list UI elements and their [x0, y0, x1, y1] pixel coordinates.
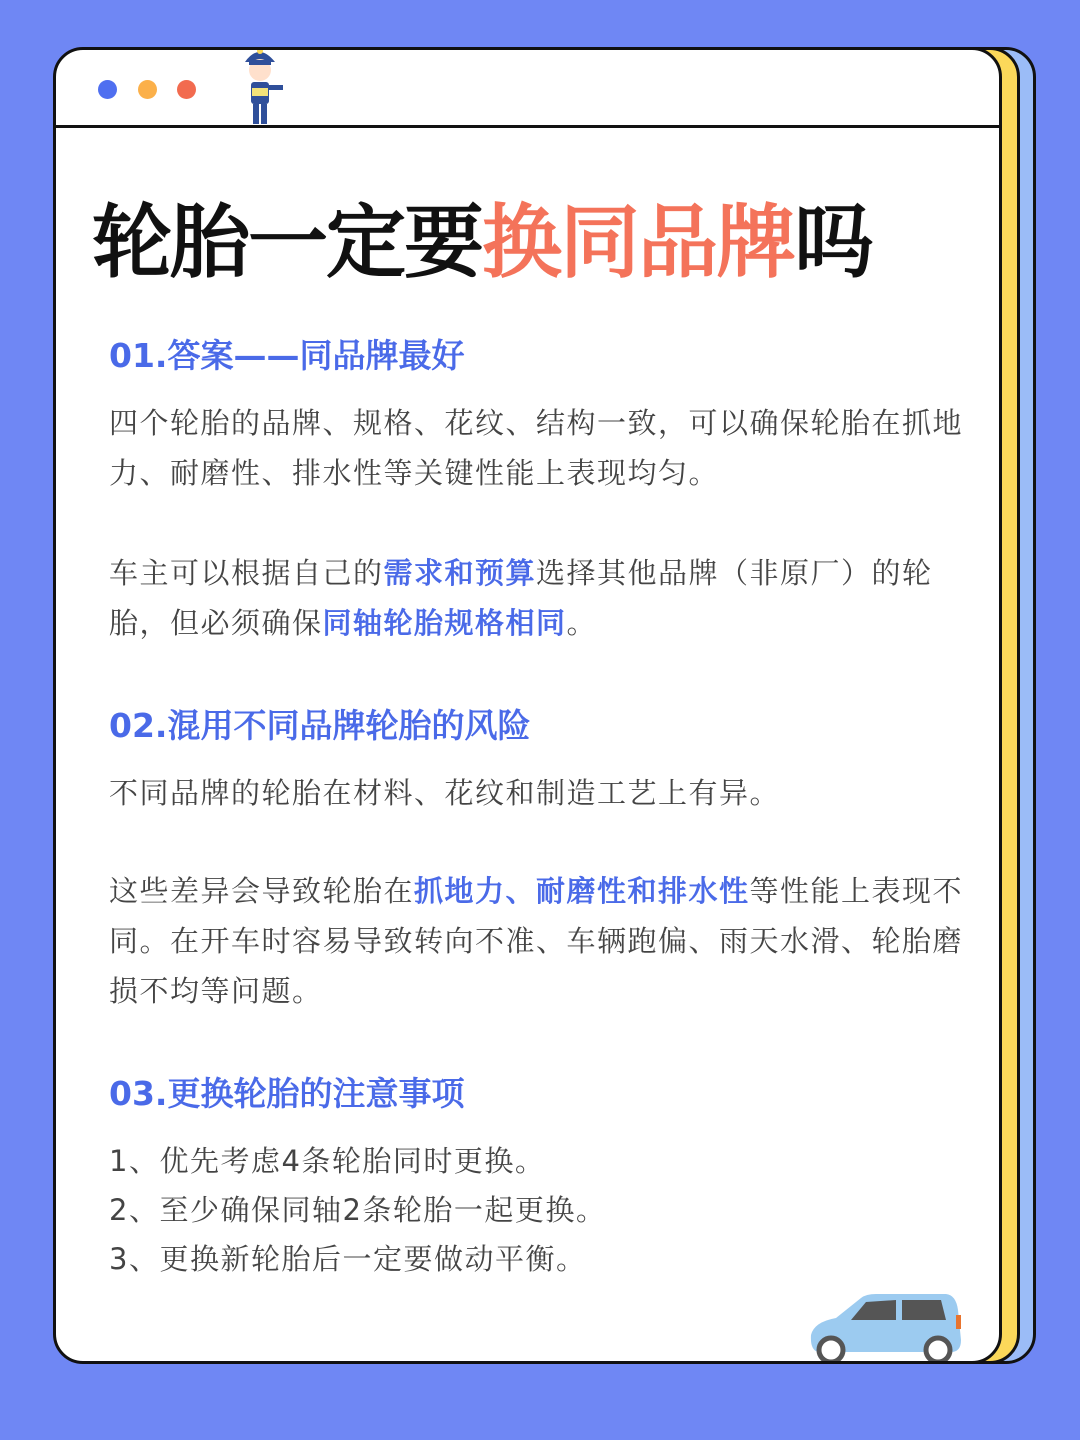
red-dot-icon: [177, 80, 196, 99]
paragraph: [109, 866, 969, 1016]
highlight-text: 需求和预算: [383, 556, 537, 590]
page-title: [92, 178, 872, 293]
text: 等性能上表现不同。在开车时容易导致转向不准、车辆跑偏、雨天水滑、轮胎磨损不均等问题。: [109, 874, 964, 1008]
title-part2: 吗: [794, 196, 872, 289]
paragraph: 不同品牌的轮胎在材料、花纹和制造工艺上有异。: [109, 776, 781, 810]
list-item: 2、至少确保同轴2条轮胎一起更换。: [109, 1193, 607, 1227]
section-heading: 01.答案——同品牌最好: [109, 336, 465, 375]
paragraph: 四个轮胎的品牌、规格、花纹、结构一致，可以确保轮胎在抓地力、耐磨性、排水性等关键性能上表现均匀。: [109, 406, 964, 490]
highlight-text: 抓地力、耐磨性和排水性: [414, 874, 750, 908]
card: [53, 47, 1002, 1364]
text: 车主可以根据自己的: [109, 556, 384, 590]
highlight-text: 同轴轮胎规格相同: [322, 606, 567, 640]
window-header: [56, 50, 999, 128]
car-icon: [806, 1290, 966, 1364]
section-heading: 03.更换轮胎的注意事项: [109, 1074, 465, 1113]
title-highlight: 换同品牌: [482, 196, 794, 289]
paragraph: [109, 548, 969, 648]
traffic-police-icon: [231, 47, 291, 127]
blue-dot-icon: [98, 80, 117, 99]
text: 选择其他品牌（非原厂）的轮胎，但必须确保: [109, 556, 933, 640]
section-heading: 02.混用不同品牌轮胎的风险: [109, 706, 531, 745]
list-item: 1、优先考虑4条轮胎同时更换。: [109, 1144, 546, 1178]
text: 这些差异会导致轮胎在: [109, 874, 415, 908]
list-item: 3、更换新轮胎后一定要做动平衡。: [109, 1242, 587, 1276]
text: 。: [566, 606, 598, 640]
title-part1: 轮胎一定要: [92, 196, 482, 289]
orange-dot-icon: [138, 80, 157, 99]
